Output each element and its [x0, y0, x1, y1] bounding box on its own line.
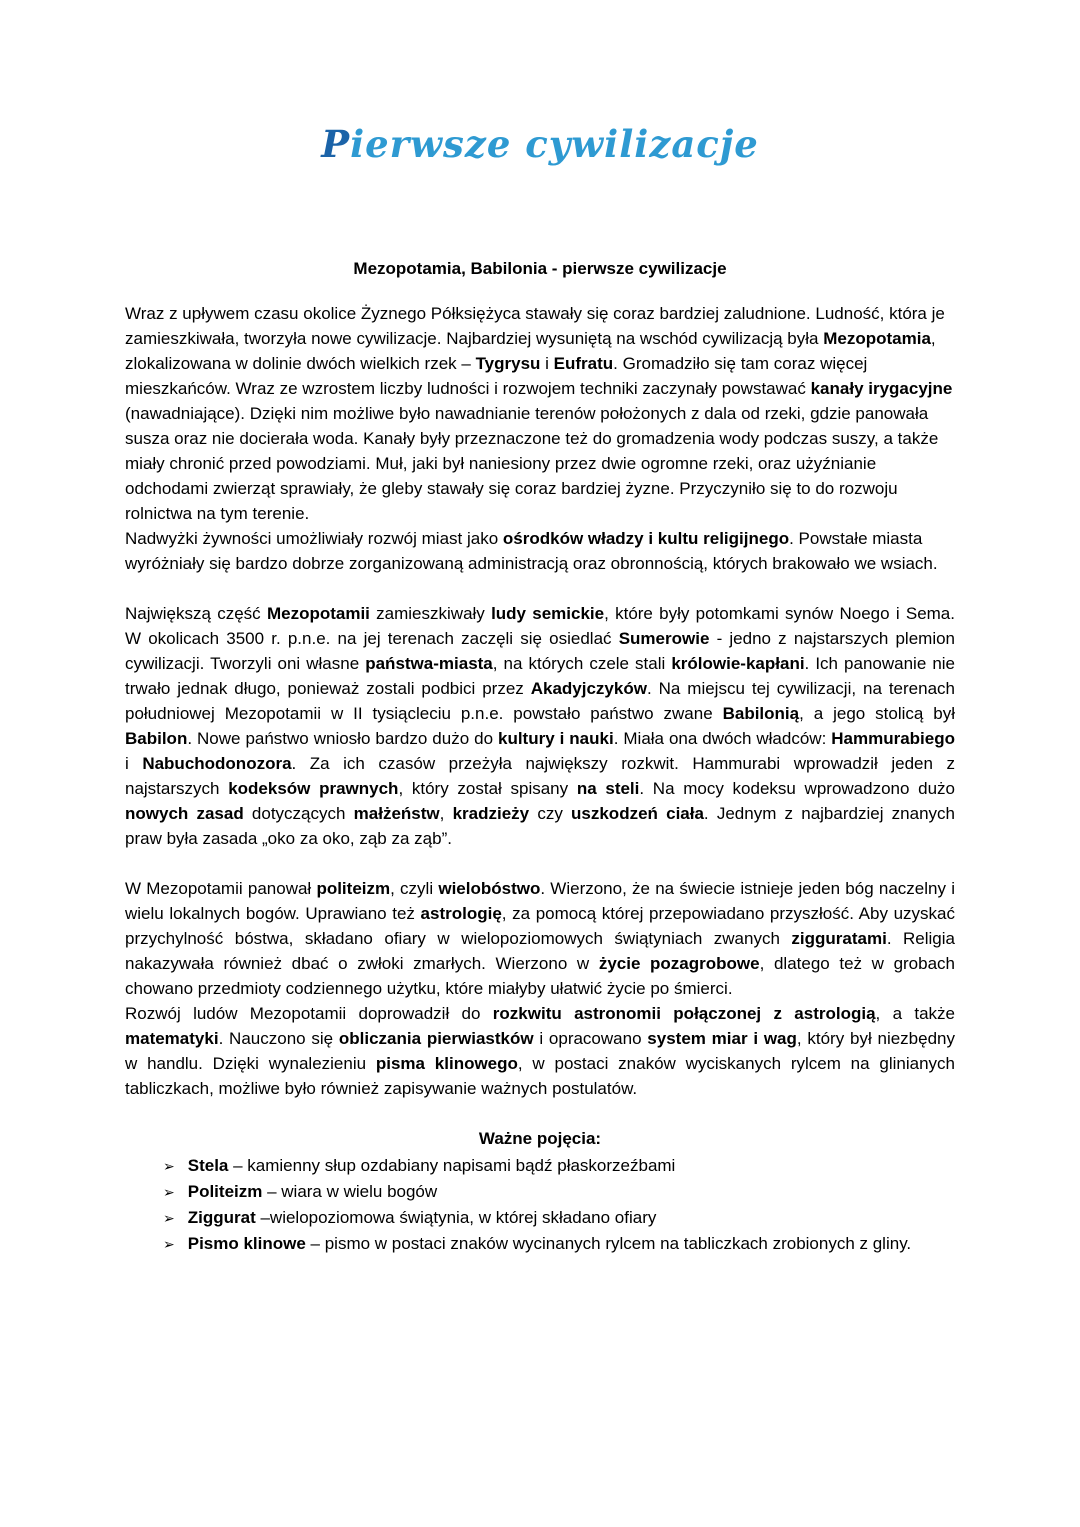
- term-text: Politeizm – wiara w wielu bogów: [187, 1182, 438, 1201]
- term-item-stela: [163, 1153, 955, 1179]
- paragraph-religion-science: W Mezopotamii panował politeizm, czyli wielobóstwo. Wierzono, że na świecie istnieje jeden bóg naczelny i wielu lokalnych bogów. Uprawiano też astrologię, za pomocą której przepowiadano przyszłość. Aby uzyskać przychylność bóstwa, składano ofiary w wielopoziomowych świątyniach zwanych zigguratami. Religia nakazywała również dbać o zwłoki zmarłych. Wierzono w życie pozagrobowe, dlatego też w grobach chowano przedmioty codziennego użytku, które miałyby ułatwić życie po śmierci. Rozwój ludów Mezopotamii doprowadził do rozkwitu astronomii połączonej z astrologią, a także matematyki. Nauczono się obliczania pierwiastków i opracowano system miar i wag, który był niezbędny w handlu. Dzięki wynalezieniu pisma klinowego, w postaci znaków wyciskanych rylcem na glinianych tabliczkach, możliwe było również zapisywanie ważnych postulatów.: [125, 879, 956, 1098]
- term-text: Ziggurat –wielopoziomowa świątynia, w której składano ofiary: [187, 1208, 657, 1227]
- term-text: Pismo klinowe – pismo w postaci znaków wycinanych rylcem na tabliczkach zrobionych z gliny.: [187, 1234, 912, 1253]
- term-text: Stela – kamienny słup ozdabiany napisami bądź płaskorzeźbami: [187, 1156, 676, 1175]
- arrow-bullet-icon: ➢: [163, 1210, 175, 1226]
- section-heading: Mezopotamia, Babilonia - pierwsze cywilizacje: [353, 259, 727, 278]
- arrow-bullet-icon: ➢: [163, 1236, 175, 1252]
- terms-list: [125, 1153, 955, 1257]
- paragraph-mesopotamia-intro: Wraz z upływem czasu okolice Żyznego Półksiężyca stawały się coraz bardziej zaludnione. Ludność, która je zamieszkiwała, tworzyła nowe cywilizacje. Najbardziej wysuniętą na wschód cywilizacją była Mezopotamia, zlokalizowana w dolinie dwóch wielkich rzek – Tygrysu i Eufratu. Gromadziło się tam coraz więcej mieszkańców. Wraz ze wzrostem liczby ludności i rozwojem techniki zaczynały powstawać kanały irygacyjne (nawadniające). Dzięki nim możliwe było nawadnianie terenów położonych z dala od rzeki, gdzie panowała susza oraz nie docierała woda. Kanały były przeznaczone też do gromadzenia wody podczas suszy, a także miały chronić przed powodziami. Muł, jaki był naniesiony przez dwie ogromne rzeki, oraz użyźnianie odchodami zwierząt sprawiały, że gleby stawały się coraz bardziej żyzne. Przyczyniło się to do rozwoju rolnictwa na tym terenie. Nadwyżki żywności umożliwiały rozwój miast jako ośrodków władzy i kultu religijnego. Powstałe miasta wyróżniały się bardzo dobrze zorganizowaną administracją oraz obronnością, których brakowało we wsiach.: [125, 304, 953, 573]
- document-title: Pierwsze cywilizacje: [321, 122, 759, 166]
- term-item-ziggurat: [163, 1205, 955, 1231]
- arrow-bullet-icon: ➢: [163, 1184, 175, 1200]
- term-item-pismo-klinowe: [163, 1231, 955, 1257]
- terms-heading: Ważne pojęcia:: [478, 1129, 602, 1148]
- arrow-bullet-icon: ➢: [163, 1158, 175, 1174]
- paragraph-peoples-babylon: Największą część Mezopotamii zamieszkiwały ludy semickie, które były potomkami synów Noego i Sema. W okolicach 3500 r. p.n.e. na jej terenach zaczęli się osiedlać Sumerowie - jedno z najstarszych plemion cywilizacji. Tworzyli oni własne państwa-miasta, na których czele stali królowie-kapłani. Ich panowanie nie trwało jednak długo, ponieważ zostali podbici przez Akadyjczyków. Na miejscu tej cywilizacji, na terenach południowej Mezopotamii w II tysiącleciu p.n.e. powstało państwo zwane Babilonią, a jego stolicą był Babilon. Nowe państwo wniosło bardzo dużo do kultury i nauki. Miała ona dwóch władców: Hammurabiego i Nabuchodonozora. Za ich czasów przeżyła największy rozkwit. Hammurabi wprowadził jeden z najstarszych kodeksów prawnych, który został spisany na steli. Na mocy kodeksu wprowadzono dużo nowych zasad dotyczących małżeństw, kradzieży czy uszkodzeń ciała. Jednym z najbardziej znanych praw była zasada „oko za oko, ząb za ząb”.: [125, 604, 956, 848]
- term-item-politeizm: [163, 1179, 955, 1205]
